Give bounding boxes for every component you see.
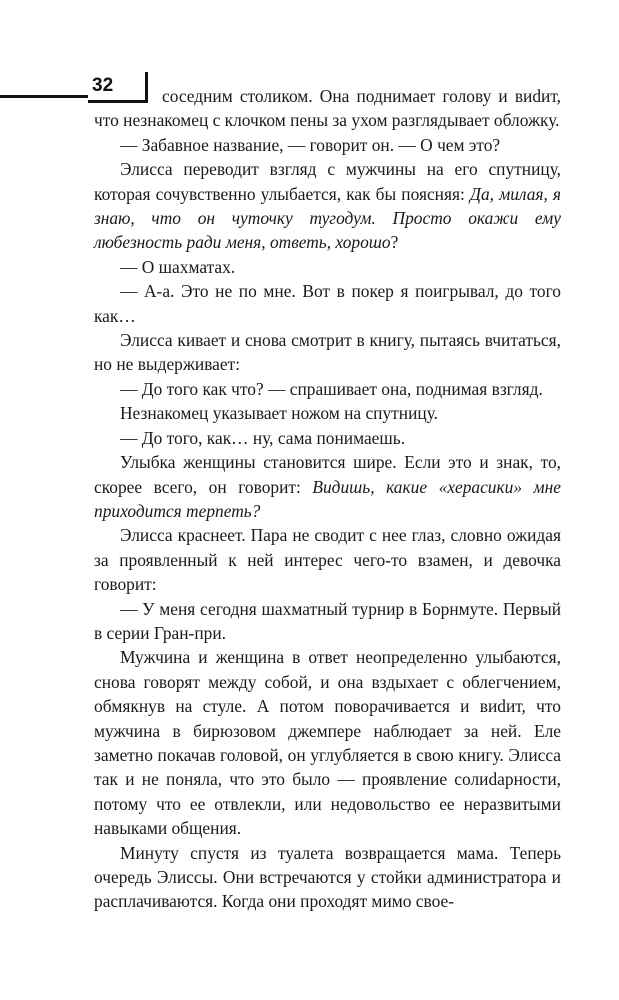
paragraph xyxy=(94,597,561,646)
paragraph xyxy=(94,426,561,450)
body-text xyxy=(94,84,561,914)
header-rule xyxy=(0,95,88,98)
text-span: Незнакомец указывает ножом на спутницу. xyxy=(120,403,438,424)
text-span: Мужчина и женщина в ответ неопределенно улыбаются, снова говорят между собой, и она вздыхает с облегчением, обмякнув на стуле. А потом поворачивается и виdит, что мужчина в бирюзовом джемпере наблюдает за ней. Еле заметно покачав головой, он углубляется в свою книгу. Элисса так и не поняла, что это было — проявление солиdарности, потому что ее отвлекли, или недовольство ее неразвитыми навыками общения. xyxy=(94,647,561,839)
paragraph xyxy=(94,84,561,133)
italic-text: Да, милая, я знаю, что он чуточку тугодум. Просто окажи ему любезность ради меня, ответь, хорошо xyxy=(94,183,561,253)
paragraph xyxy=(94,401,561,425)
text-span: соседним столиком. Она поднимает голову и виdит, что незнакомец с клочком пены за ухом разглядывает обложку. xyxy=(94,86,561,131)
paragraph xyxy=(94,841,561,914)
paragraph xyxy=(94,450,561,523)
italic-text: Видишь, какие «херасики» мне приходится терпеть? xyxy=(94,476,561,521)
page-number: 32 xyxy=(92,75,114,96)
paragraph xyxy=(94,523,561,596)
text-span: Улыбка женщины становится шире. Если это и знак, то, скорее всего, он говорит: xyxy=(94,452,561,497)
text-span: ? xyxy=(390,232,399,253)
text-span: — О шахматах. xyxy=(120,256,236,277)
paragraph xyxy=(94,255,561,279)
text-span: Элисса переводит взгляд с мужчины на его спутницу, которая сочувственно улыбается, как бы поясняя: xyxy=(94,159,561,204)
paragraph xyxy=(94,279,561,328)
text-span: — До того как что? — спрашивает она, поднимая взгляд. xyxy=(120,378,543,399)
paragraph xyxy=(94,377,561,401)
paragraph xyxy=(94,133,561,157)
text-span: — Забавное название, — говорит он. — О чем это? xyxy=(120,134,501,155)
text-span: — А-а. Это не по мне. Вот в покер я поигрывал, до того как… xyxy=(94,281,561,326)
text-span: Элисса краснеет. Пара не сводит с нее глаз, словно ожидая за проявленный к ней интерес чего-то взамен, и девочка говорит: xyxy=(94,525,561,595)
text-span: — У меня сегодня шахматный турнир в Борнмуте. Первый в серии Гран-при. xyxy=(94,598,561,643)
text-span: — До того, как… ну, сама понимаешь. xyxy=(120,427,406,448)
paragraph xyxy=(94,328,561,377)
paragraph xyxy=(94,645,561,840)
text-span: Элисса кивает и снова смотрит в книгу, пытаясь вчитаться, но не выдерживает: xyxy=(94,330,561,375)
text-span: Минуту спустя из туалета возвращается мама. Теперь очередь Элиссы. Они встречаются у стойки администратора и расплачиваются. Когда они проходят мимо свое- xyxy=(94,842,561,912)
paragraph xyxy=(94,157,561,255)
